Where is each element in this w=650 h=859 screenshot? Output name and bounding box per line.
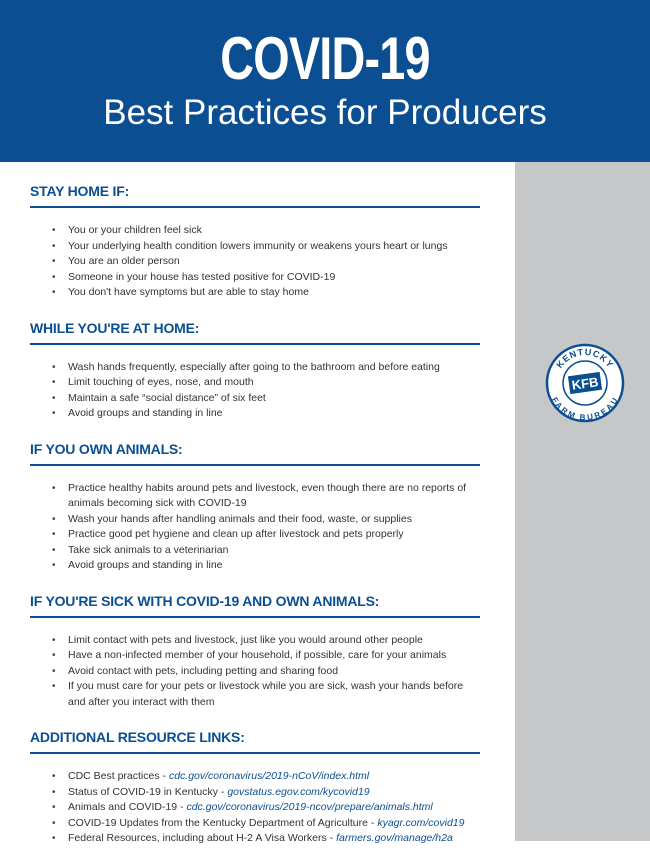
kentucky-farm-bureau-logo-icon — [545, 343, 625, 423]
section-heading: IF YOU OWN ANIMALS: — [30, 434, 480, 466]
resource-link[interactable]: govstatus.egov.com/kycovid19 — [227, 785, 370, 798]
resource-link[interactable]: farmers.gov/manage/h2a — [336, 832, 453, 844]
list-item: • Avoid groups and standing in line — [30, 558, 480, 574]
list-item — [30, 831, 480, 847]
section-heading: STAY HOME IF: — [30, 176, 480, 208]
resource-link[interactable]: cdc.gov/coronavirus/2019-nCoV/index.html — [168, 770, 370, 782]
resource-link[interactable]: cdc.gov/coronavirus/2019-ncov/prepare/animals.html — [186, 801, 433, 813]
page-subtitle: Best Practices for Producers — [103, 93, 547, 132]
section-resource-links — [30, 722, 480, 859]
sidebar-panel — [515, 162, 650, 841]
list-item: • Wash your hands after handling animals and their food, waste, or supplies — [30, 512, 480, 528]
header-banner — [0, 0, 650, 162]
list-item: • Wash hands frequently, especially after going to the bathroom and before eating — [30, 360, 480, 376]
logo-top-text: KENTUCKY — [554, 346, 616, 370]
resource-label: Status of COVID-19 in Kentucky - — [68, 785, 228, 798]
list-item: • You or your children feel sick — [30, 223, 480, 239]
list-item: • Someone in your house has tested positive for COVID-19 — [30, 270, 480, 286]
logo-bottom-text: FARM BUREAU — [549, 395, 621, 423]
list-item: • Have a non-infected member of your household, if possible, care for your animals — [30, 648, 480, 664]
section-heading: ADDITIONAL RESOURCE LINKS: — [30, 722, 480, 754]
section-heading: WHILE YOU'RE AT HOME: — [30, 313, 480, 345]
bullet-list — [30, 208, 480, 313]
page-title: COVID-19 — [220, 25, 430, 92]
list-item: • Avoid contact with pets, including petting and sharing food — [30, 664, 480, 680]
list-item: • Limit touching of eyes, nose, and mouth — [30, 375, 480, 391]
section-heading: IF YOU'RE SICK WITH COVID-19 AND OWN ANIMALS: — [30, 586, 480, 618]
content-column — [30, 176, 480, 859]
resource-label: COVID-19 Updates from the Kentucky Department of Agriculture - — [68, 816, 378, 829]
bullet-list — [30, 466, 480, 586]
list-item: • You are an older person — [30, 254, 480, 270]
list-item — [30, 816, 480, 832]
list-item: • Practice good pet hygiene and clean up after livestock and pets properly — [30, 527, 480, 543]
section-own-animals — [30, 434, 480, 586]
resource-label: Animals and COVID-19 - — [68, 801, 187, 813]
logo-center-text: KFB — [570, 374, 600, 393]
list-item: • Take sick animals to a veterinarian — [30, 543, 480, 559]
section-sick-with-animals — [30, 586, 480, 723]
list-item: • Limit contact with pets and livestock, just like you would around other people — [30, 633, 480, 649]
bullet-list — [30, 345, 480, 434]
section-stay-home — [30, 176, 480, 313]
resource-label: Federal Resources, including about H-2 A Visa Workers - — [68, 832, 337, 844]
bullet-list — [30, 754, 480, 859]
list-item: • If you must care for your pets or livestock while you are sick, wash your hands before and after you interact with them — [30, 679, 480, 710]
list-item: • Your underlying health condition lowers immunity or weakens yours heart or lungs — [30, 239, 480, 255]
list-item — [30, 769, 480, 785]
bullet-list — [30, 618, 480, 723]
list-item — [30, 800, 480, 816]
section-while-at-home — [30, 313, 480, 434]
list-item: • Maintain a safe “social distance” of six feet — [30, 391, 480, 407]
list-item — [30, 785, 480, 801]
list-item: • You don't have symptoms but are able to stay home — [30, 285, 480, 301]
list-item: • Practice healthy habits around pets and livestock, even though there are no reports of animals becoming sick with COVID-19 — [30, 481, 480, 512]
list-item: • Avoid groups and standing in line — [30, 406, 480, 422]
resource-link[interactable]: kyagr.com/covid19 — [377, 816, 465, 829]
resource-label: CDC Best practices - — [68, 770, 169, 782]
